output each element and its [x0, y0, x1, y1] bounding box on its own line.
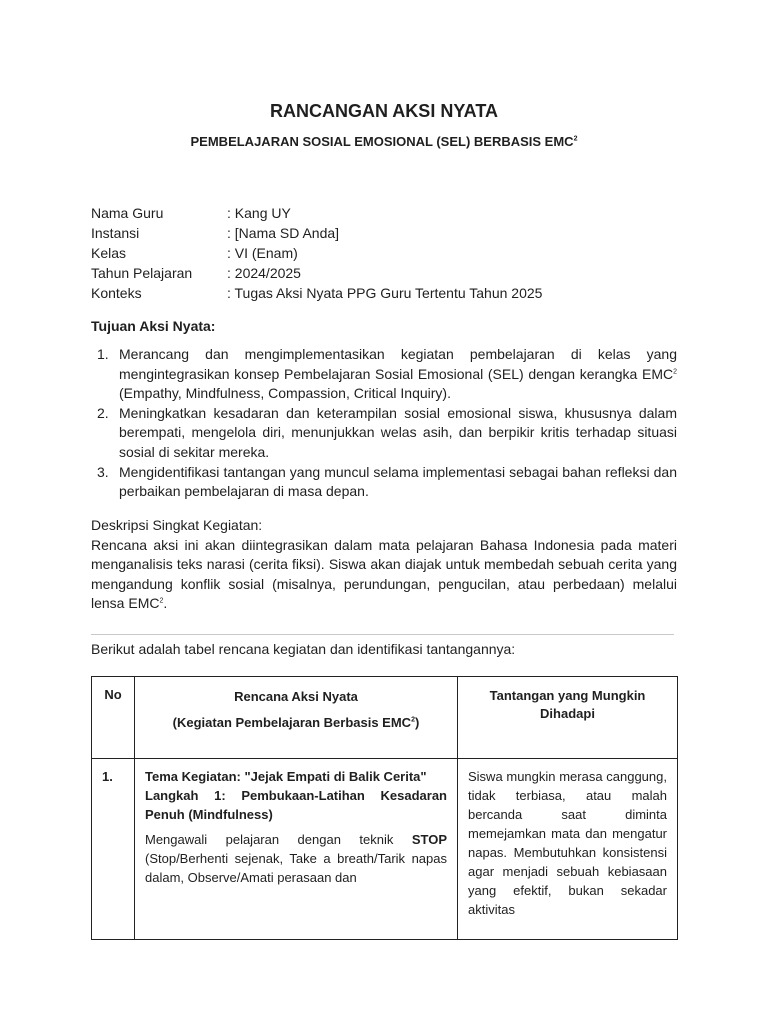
header-plan-superscript: 2 [411, 716, 415, 724]
plan-table [91, 676, 678, 940]
identity-block [91, 203, 542, 303]
description-text [91, 536, 677, 614]
list-item [91, 463, 677, 502]
activity-step: Langkah 1: Pembukaan-Latihan Kesadaran Penuh (Mindfulness) [145, 788, 447, 822]
info-value: : 2024/2025 [227, 265, 301, 281]
goal-text: Meningkatkan kesadaran dan keterampilan sosial emosional siswa, khususnya dalam berempati, mengelola diri, menunjukkan welas asih, dan berpikir kritis terhadap situasi sosial di sekitar mereka. [119, 404, 677, 460]
activity-body-cont: (Stop/Berhenti sejenak, Take a breath/Tarik napas dalam, Observe/Amati perasaan dan [145, 851, 447, 885]
info-label: Tahun Pelajaran [91, 265, 193, 281]
subtitle-text: PEMBELAJARAN SOSIAL EMOSIONAL (SEL) BERBASIS EMC [190, 134, 574, 149]
header-plan-subtitle-text: (Kegiatan Pembelajaran Berbasis EMC [172, 715, 412, 730]
row-plan [135, 759, 458, 940]
list-item [91, 404, 677, 463]
activity-theme: Tema Kegiatan: "Jejak Empati di Balik Cerita" [145, 769, 427, 784]
info-row-institution [91, 223, 542, 243]
header-plan-title: Rencana Aksi Nyata [234, 689, 358, 704]
document-title: RANCANGAN AKSI NYATA [269, 101, 498, 121]
info-label: Konteks [91, 285, 142, 301]
description-block [91, 516, 677, 614]
info-value: : VI (Enam) [227, 245, 298, 261]
divider [91, 634, 674, 635]
info-value: : Tugas Aksi Nyata PPG Guru Tertentu Tahun 2025 [227, 285, 543, 301]
goal-text-cont: (Empathy, Mindfulness, Compassion, Critical Inquiry). [119, 385, 451, 402]
goal-superscript: 2 [673, 367, 677, 375]
row-number: 1. [92, 759, 135, 940]
info-row-teacher [91, 203, 542, 223]
header-challenge: Tantangan yang Mungkin Dihadapi [458, 677, 678, 759]
description-end: . [163, 595, 168, 612]
info-row-school-year [91, 263, 542, 283]
description-body: Rencana aksi ini akan diintegrasikan dalam mata pelajaran Bahasa Indonesia pada materi menganalisis teks narasi (cerita fiksi). Siswa akan diajak untuk membedah sebuah cerita yang mengandung konflik sosial (misalnya, perundungan, pengucilan, atau perbedaan) melalui lensa EMC [91, 536, 677, 612]
info-label: Instansi [91, 225, 140, 241]
description-heading: Deskripsi Singkat Kegiatan: [91, 517, 263, 533]
info-row-class [91, 243, 542, 263]
list-number: 2. [97, 404, 109, 421]
goal-text: Merancang dan mengimplementasikan kegiatan pembelajaran di kelas yang mengintegrasikan konsep Pembelajaran Sosial Emosional (SEL) dengan kerangka EMC [119, 346, 677, 382]
goals-list [91, 345, 677, 502]
info-row-context [91, 283, 542, 303]
row-challenge: Siswa mungkin merasa canggung, tidak terbiasa, atau malah bercanda saat diminta memejamkan mata dan mengatur napas. Membutuhkan konsistensi agar menjadi sebuah kebiasaan yang efektif, bukan sekadar aktivitas [458, 759, 678, 940]
info-label: Nama Guru [91, 205, 164, 221]
description-superscript: 2 [159, 597, 164, 605]
table-header-row [92, 677, 678, 759]
info-label: Kelas [91, 245, 127, 261]
goals-heading: Tujuan Aksi Nyata: [91, 318, 216, 334]
goal-text: Mengidentifikasi tantangan yang muncul selama implementasi sebagai bahan refleksi dan perbaikan pembelajaran di masa depan. [119, 463, 677, 500]
table-intro: Berikut adalah tabel rencana kegiatan dan identifikasi tantangannya: [91, 641, 516, 657]
activity-body [145, 830, 447, 887]
list-item [91, 345, 677, 404]
info-value: : [Nama SD Anda] [227, 225, 340, 241]
header-plan-close: ) [414, 715, 420, 730]
table-row [92, 759, 678, 940]
list-number: 3. [97, 463, 109, 480]
list-number: 1. [97, 346, 109, 362]
activity-body-text: Mengawali pelajaran dengan teknik [145, 832, 412, 847]
document-subtitle [0, 134, 768, 149]
header-plan-subtitle [136, 713, 456, 733]
header-plan [135, 677, 458, 759]
activity-body-bold: STOP [411, 832, 447, 847]
subtitle-superscript: 2 [573, 135, 578, 143]
info-value: : Kang UY [227, 205, 291, 221]
header-no: No [92, 677, 135, 759]
